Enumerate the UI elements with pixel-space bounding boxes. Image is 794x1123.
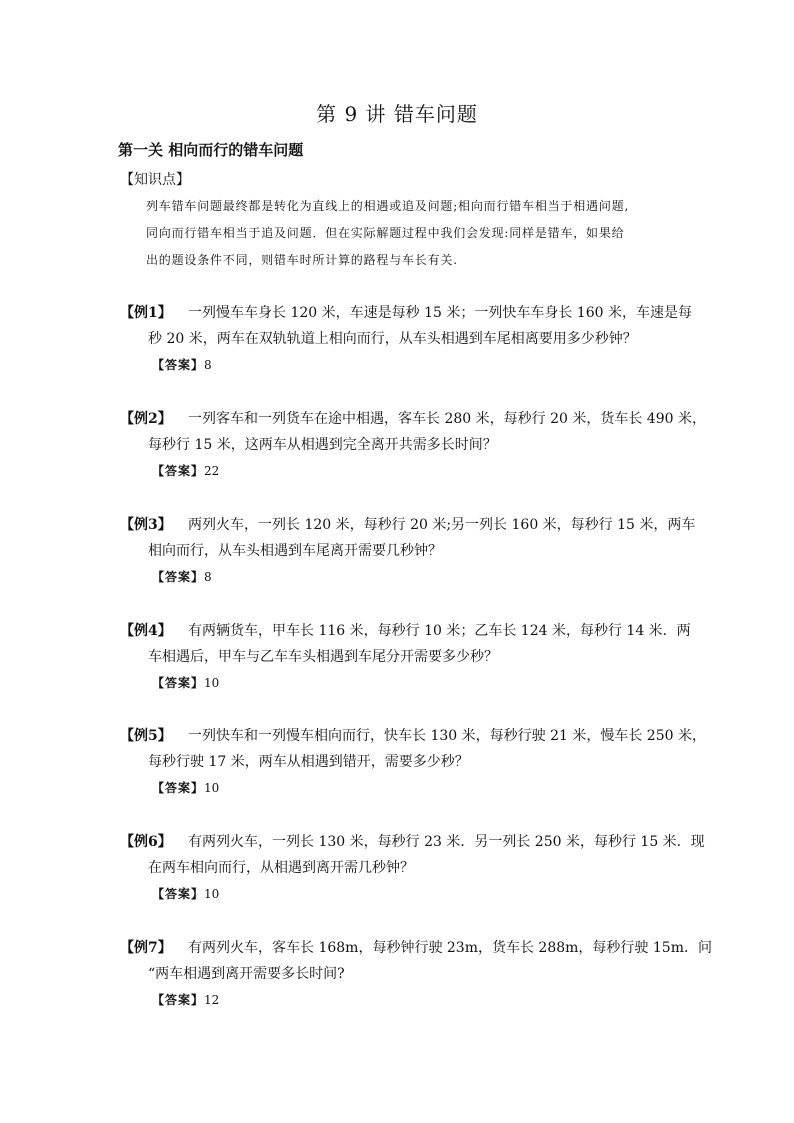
answer-label: 【答案】 — [152, 887, 205, 901]
example-question-line: 有两列火车，一列长 130 米，每秒行 23 米．另一列长 250 米，每秒行 15 米．现 — [188, 834, 705, 850]
example-question-line: 每秒行 15 米，这两车从相遇到完全离开共需多长时间？ — [148, 437, 497, 453]
example-question-line: 相向而行，从车头相遇到车尾离开需要几秒钟？ — [148, 543, 442, 559]
example-question-line: 有两辆货车，甲车长 116 米，每秒行 10 米；乙车长 124 米，每秒行 14 米．两 — [188, 623, 691, 639]
example-question-line: 秒 20 米，两车在双轨轨道上相向而行，从车头相遇到车尾相离要用多少秒钟？ — [148, 331, 637, 347]
answer-label: 【答案】 — [152, 570, 205, 584]
answer-label: 【答案】 — [152, 993, 205, 1007]
example-label: 【例7】 — [120, 940, 172, 956]
example-answer — [152, 779, 219, 796]
example-answer — [152, 462, 219, 479]
answer-value: 22 — [204, 464, 220, 478]
page-title: 第 9 讲 错车问题 — [316, 102, 478, 126]
knowledge-line: 列车错车问题最终都是转化为直线上的相遇或追及问题;相向而行错车相当于相遇问题, — [146, 199, 630, 213]
section-heading: 第一关 相向而行的错车问题 — [118, 141, 304, 159]
example-question-line: 两列火车，一列长 120 米，每秒行 20 米;另一列长 160 米，每秒行 15 米，两车 — [188, 517, 696, 533]
example-answer — [152, 356, 212, 373]
example-answer — [152, 991, 219, 1008]
answer-value: 10 — [204, 887, 220, 901]
answer-value: 12 — [204, 993, 220, 1007]
example-label: 【例4】 — [120, 623, 172, 639]
example-question-line: 在两车相向而行，从相遇到离开需几秒钟？ — [148, 860, 414, 876]
answer-label: 【答案】 — [152, 676, 205, 690]
answer-value: 10 — [204, 781, 220, 795]
answer-label: 【答案】 — [152, 781, 205, 795]
example-question-line: 有两列火车，客车长 168m，每秒钟行驶 23m，货车长 288m，每秒行驶 15m．问 — [188, 940, 712, 956]
example-label: 【例6】 — [120, 834, 172, 850]
answer-value: 10 — [204, 676, 220, 690]
answer-label: 【答案】 — [152, 464, 205, 478]
example-question-line: 一列客车和一列货车在途中相遇，客车长 280 米，每秒行 20 米，货车长 490 米， — [188, 411, 706, 427]
example-label: 【例2】 — [120, 411, 172, 427]
knowledge-text — [146, 193, 686, 274]
example-label: 【例3】 — [120, 517, 172, 533]
knowledge-label: 【知识点】 — [120, 172, 190, 188]
example-question-line: 一列慢车车身长 120 米，车速是每秒 15 米；一列快车车身长 160 米，车速是每 — [188, 305, 692, 321]
example-answer — [152, 674, 219, 691]
example-label: 【例1】 — [120, 305, 172, 321]
example-answer — [152, 885, 219, 902]
answer-value: 8 — [204, 358, 212, 372]
example-question-line: “两车相遇到离开需要多长时间? — [148, 966, 345, 982]
example-answer — [152, 568, 212, 585]
knowledge-line: 同向而行错车相当于追及问题．但在实际解题过程中我们会发现:同样是错车，如果给 — [146, 226, 625, 240]
knowledge-line: 出的题设条件不同，则错车时所计算的路程与车长有关. — [146, 253, 458, 267]
example-question-line: 每秒行驶 17 米，两车从相遇到错开，需要多少秒？ — [148, 754, 469, 770]
example-question-line: 车相遇后，甲车与乙车车头相遇到车尾分开需要多少秒？ — [148, 649, 498, 665]
example-question-line: 一列快车和一列慢车相向而行，快车长 130 米，每秒行驶 21 米，慢车长 250 米， — [188, 728, 706, 744]
example-label: 【例5】 — [120, 728, 172, 744]
answer-label: 【答案】 — [152, 358, 205, 372]
answer-value: 8 — [204, 570, 212, 584]
